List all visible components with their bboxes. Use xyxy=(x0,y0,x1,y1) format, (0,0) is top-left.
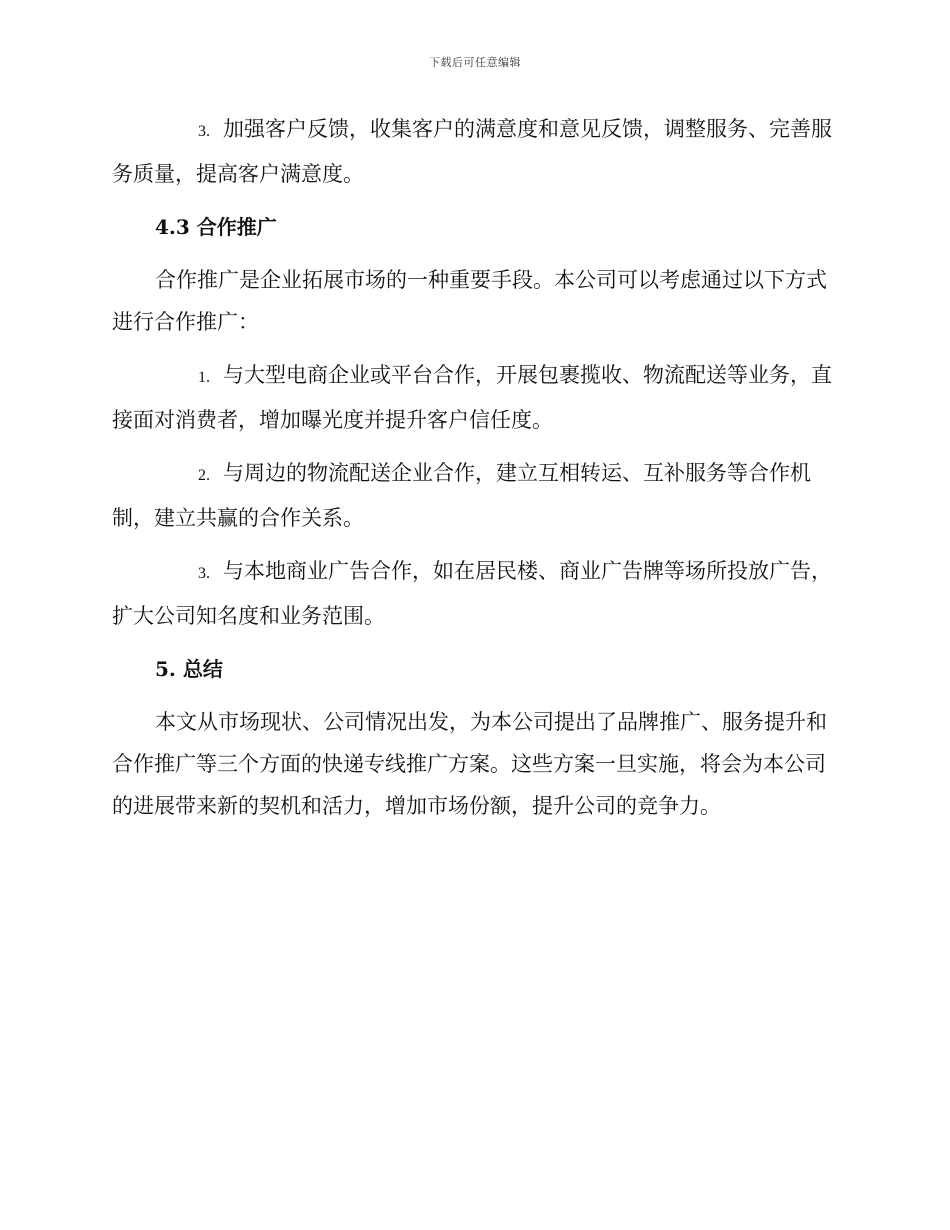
list-item-text: 与大型电商企业或平台合作，开展包裹揽收、物流配送等业务，直接面对消费者，增加曝光度并提升客户信任度。 xyxy=(112,363,832,432)
list-item-text: 与周边的物流配送企业合作，建立互相转运、互补服务等合作机制，建立共赢的合作关系。 xyxy=(112,461,811,530)
list-item-3-advertising xyxy=(112,550,834,637)
list-item-text: 加强客户反馈，收集客户的满意度和意见反馈，调整服务、完善服务质量，提高客户满意度。 xyxy=(112,117,832,186)
document-body xyxy=(112,108,834,827)
section-heading-5: 5. 总结 xyxy=(155,657,223,681)
list-number: 2. xyxy=(198,467,210,484)
section-heading-4-3: 4.3 合作推广 xyxy=(155,215,277,239)
paragraph-cooperation: 合作推广是企业拓展市场的一种重要手段。本公司可以考虑通过以下方式进行合作推广： xyxy=(112,268,827,334)
list-item-1-ecommerce xyxy=(112,354,834,441)
list-number: 3. xyxy=(198,123,210,140)
paragraph-summary: 本文从市场现状、公司情况出发，为本公司提出了品牌推广、服务提升和合作推广等三个方面的快递专线推广方案。这些方案一旦实施，将会为本公司的进展带来新的契机和活力，增加市场份额，提升公司的竞争力。 xyxy=(112,710,827,818)
list-item-3-feedback xyxy=(112,108,834,195)
list-number: 1. xyxy=(198,369,210,386)
list-item-text: 与本地商业广告合作，如在居民楼、商业广告牌等场所投放广告，扩大公司知名度和业务范围。 xyxy=(112,559,832,628)
list-item-2-logistics xyxy=(112,452,834,539)
list-number: 3. xyxy=(198,565,210,582)
page-header: 下载后可任意编辑 xyxy=(429,56,521,69)
